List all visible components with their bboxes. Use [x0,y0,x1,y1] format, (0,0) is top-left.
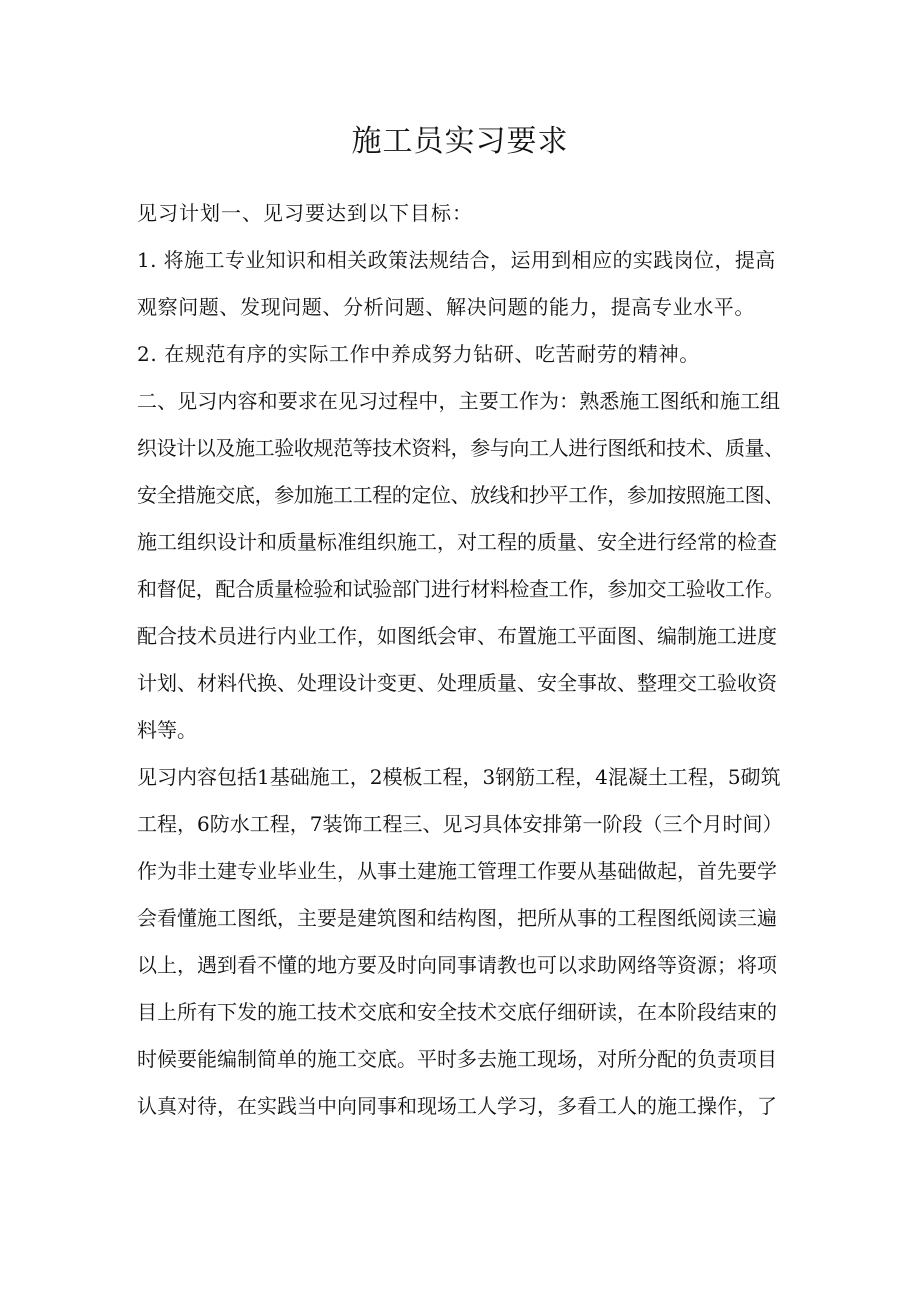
body-line: 以上，遇到看不懂的地方要及时向同事请教也可以求助网络等资源；将项 [137,953,777,977]
body-line: 作为非土建专业毕业生，从事土建施工管理工作要从基础做起，首先要学 [137,859,777,883]
body-line: 配合技术员进行内业工作，如图纸会审、布置施工平面图、编制施工进度 [137,624,777,648]
body-line: 见习内容包括1基础施工，2模板工程，3钢筋工程，4混凝土工程，5砌筑 [137,765,781,789]
body-line: 工程，6防水工程，7装饰工程三、见习具体安排第一阶段（三个月时间） [137,812,783,836]
body-line: 时候要能编制简单的施工交底。平时多去施工现场，对所分配的负责项目 [137,1047,777,1071]
body-line: 会看懂施工图纸，主要是建筑图和结构图，把所从事的工程图纸阅读三遍 [137,906,777,930]
body-line: 2. 在规范有序的实际工作中养成努力钻研、吃苦耐劳的精神。 [137,342,700,366]
body-line: 施工组织设计和质量标准组织施工，对工程的质量、安全进行经常的检查 [137,530,777,554]
body-line: 料等。 [137,718,197,742]
body-line: 目上所有下发的施工技术交底和安全技术交底仔细研读，在本阶段结束的 [137,1000,777,1024]
body-line: 1. 将施工专业知识和相关政策法规结合，运用到相应的实践岗位，提高 [137,248,776,272]
body-line: 二、见习内容和要求在见习过程中，主要工作为：熟悉施工图纸和施工组 [137,389,781,413]
body-line: 观察问题、发现问题、分析问题、解决问题的能力，提高专业水平。 [137,295,755,319]
body-line: 计划、材料代换、处理设计变更、处理质量、安全事故、整理交工验收资 [137,671,777,695]
document-body [137,190,785,1130]
body-line: 和督促，配合质量检验和试验部门进行材料检查工作，参加交工验收工作。 [137,577,784,601]
body-line: 认真对待，在实践当中向同事和现场工人学习，多看工人的施工操作，了 [137,1094,777,1118]
body-line: 见习计划一、见习要达到以下目标： [137,201,473,225]
body-line: 织设计以及施工验收规范等技术资料，参与向工人进行图纸和技术、质量、 [137,436,784,460]
document-title: 施工员实习要求 [351,124,569,159]
body-line: 安全措施交底，参加施工工程的定位、放线和抄平工作，参加按照施工图、 [137,483,784,507]
